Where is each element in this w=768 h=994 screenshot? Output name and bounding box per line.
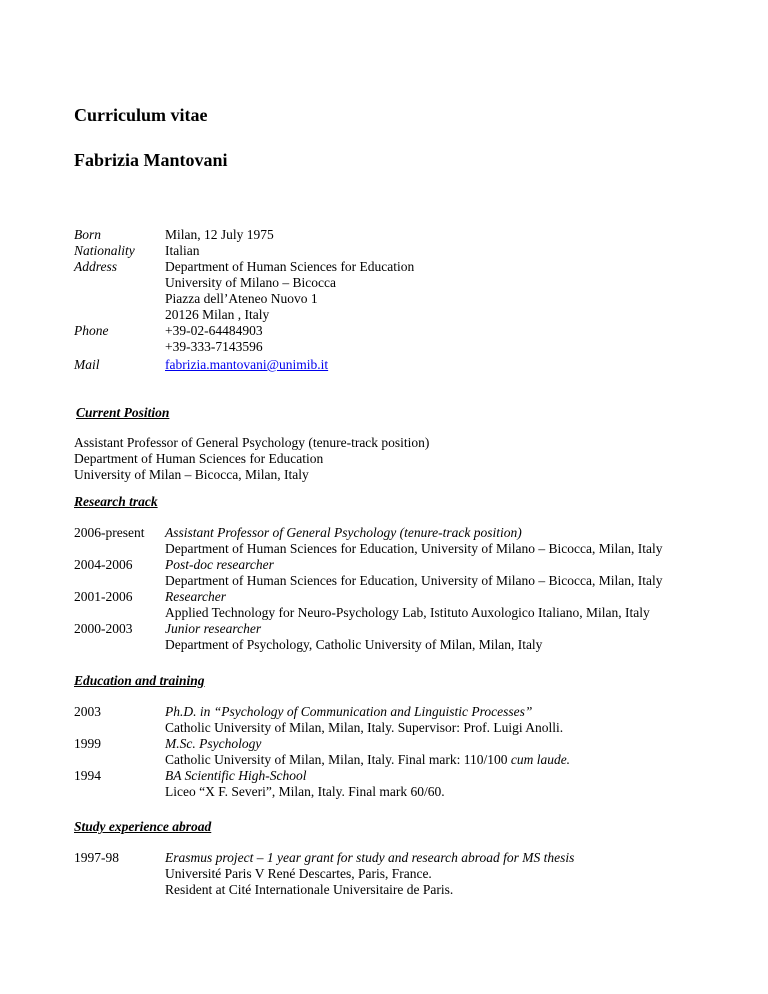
list-item bbox=[74, 736, 570, 768]
nationality-value: Italian bbox=[165, 243, 200, 258]
list-item bbox=[74, 589, 662, 621]
list-item bbox=[74, 768, 570, 800]
entry-detail bbox=[165, 752, 570, 768]
mail-label: Mail bbox=[74, 357, 100, 372]
document-title: Curriculum vitae bbox=[74, 105, 208, 125]
research-track-list bbox=[74, 525, 662, 653]
nationality-label: Nationality bbox=[74, 243, 135, 258]
list-item bbox=[74, 704, 570, 736]
address-line: 20126 Milan , Italy bbox=[165, 307, 270, 322]
entry-detail: Liceo “X F. Severi”, Milan, Italy. Final mark 60/60. bbox=[165, 784, 445, 799]
entry-detail-text: Catholic University of Milan, Milan, Italy. Final mark: 110/100 bbox=[165, 752, 511, 767]
current-position-heading: Current Position bbox=[76, 405, 170, 420]
entry-detail: Department of Human Sciences for Education, University of Milano – Bicocca, Milan, Italy bbox=[165, 541, 663, 556]
entry-title: Post-doc researcher bbox=[165, 557, 274, 572]
entry-year: 2004-2006 bbox=[74, 557, 133, 572]
entry-title: Erasmus project – 1 year grant for study and research abroad for MS thesis bbox=[165, 850, 575, 865]
entry-year: 2001-2006 bbox=[74, 589, 133, 604]
entry-title: BA Scientific High-School bbox=[165, 768, 307, 783]
entry-year: 2006-present bbox=[74, 525, 145, 540]
entry-year: 1999 bbox=[74, 736, 101, 751]
address-line: Department of Human Sciences for Education bbox=[165, 259, 415, 274]
address-label: Address bbox=[74, 259, 117, 274]
entry-detail: Catholic University of Milan, Milan, Italy. Supervisor: Prof. Luigi Anolli. bbox=[165, 720, 564, 735]
entry-detail: Université Paris V René Descartes, Paris, France. bbox=[165, 866, 432, 881]
born-label: Born bbox=[74, 227, 101, 242]
entry-title: Researcher bbox=[165, 589, 226, 604]
address-line: University of Milano – Bicocca bbox=[165, 275, 336, 290]
phone-value: +39-333-7143596 bbox=[165, 339, 263, 354]
mail-link[interactable]: fabrizia.mantovani@unimib.it bbox=[165, 357, 329, 372]
current-position-line: University of Milan – Bicocca, Milan, Italy bbox=[74, 467, 309, 482]
entry-title: Junior researcher bbox=[165, 621, 262, 636]
personal-info bbox=[74, 227, 414, 373]
list-item bbox=[74, 850, 574, 898]
study-abroad-list bbox=[74, 850, 574, 898]
address-line: Piazza dell’Ateneo Nuovo 1 bbox=[165, 291, 318, 306]
list-item bbox=[74, 525, 662, 557]
phone-label: Phone bbox=[74, 323, 109, 338]
cum-laude-text: cum laude. bbox=[510, 752, 571, 767]
list-item bbox=[74, 621, 662, 653]
entry-title: M.Sc. Psychology bbox=[165, 736, 262, 751]
entry-detail: Resident at Cité Internationale Universitaire de Paris. bbox=[165, 882, 454, 897]
entry-detail: Department of Human Sciences for Education, University of Milano – Bicocca, Milan, Italy bbox=[165, 573, 663, 588]
current-position-block bbox=[74, 435, 429, 483]
education-list bbox=[74, 704, 570, 800]
study-abroad-heading: Study experience abroad bbox=[74, 819, 212, 834]
entry-year: 2000-2003 bbox=[74, 621, 133, 636]
entry-year: 1997-98 bbox=[74, 850, 119, 865]
entry-title: Assistant Professor of General Psychology (tenure-track position) bbox=[165, 525, 522, 540]
person-name: Fabrizia Mantovani bbox=[74, 150, 228, 170]
current-position-line: Department of Human Sciences for Education bbox=[74, 451, 324, 466]
entry-title: Ph.D. in “Psychology of Communication and Linguistic Processes” bbox=[165, 704, 533, 719]
entry-year: 1994 bbox=[74, 768, 101, 783]
born-value: Milan, 12 July 1975 bbox=[165, 227, 274, 242]
list-item bbox=[74, 557, 662, 589]
current-position-line: Assistant Professor of General Psychology (tenure-track position) bbox=[74, 435, 430, 450]
research-track-heading: Research track bbox=[74, 494, 158, 509]
phone-value: +39-02-64484903 bbox=[165, 323, 263, 338]
entry-year: 2003 bbox=[74, 704, 101, 719]
entry-detail: Applied Technology for Neuro-Psychology Lab, Istituto Auxologico Italiano, Milan, Italy bbox=[165, 605, 650, 620]
education-heading: Education and training bbox=[74, 673, 205, 688]
entry-detail: Department of Psychology, Catholic University of Milan, Milan, Italy bbox=[165, 637, 543, 652]
